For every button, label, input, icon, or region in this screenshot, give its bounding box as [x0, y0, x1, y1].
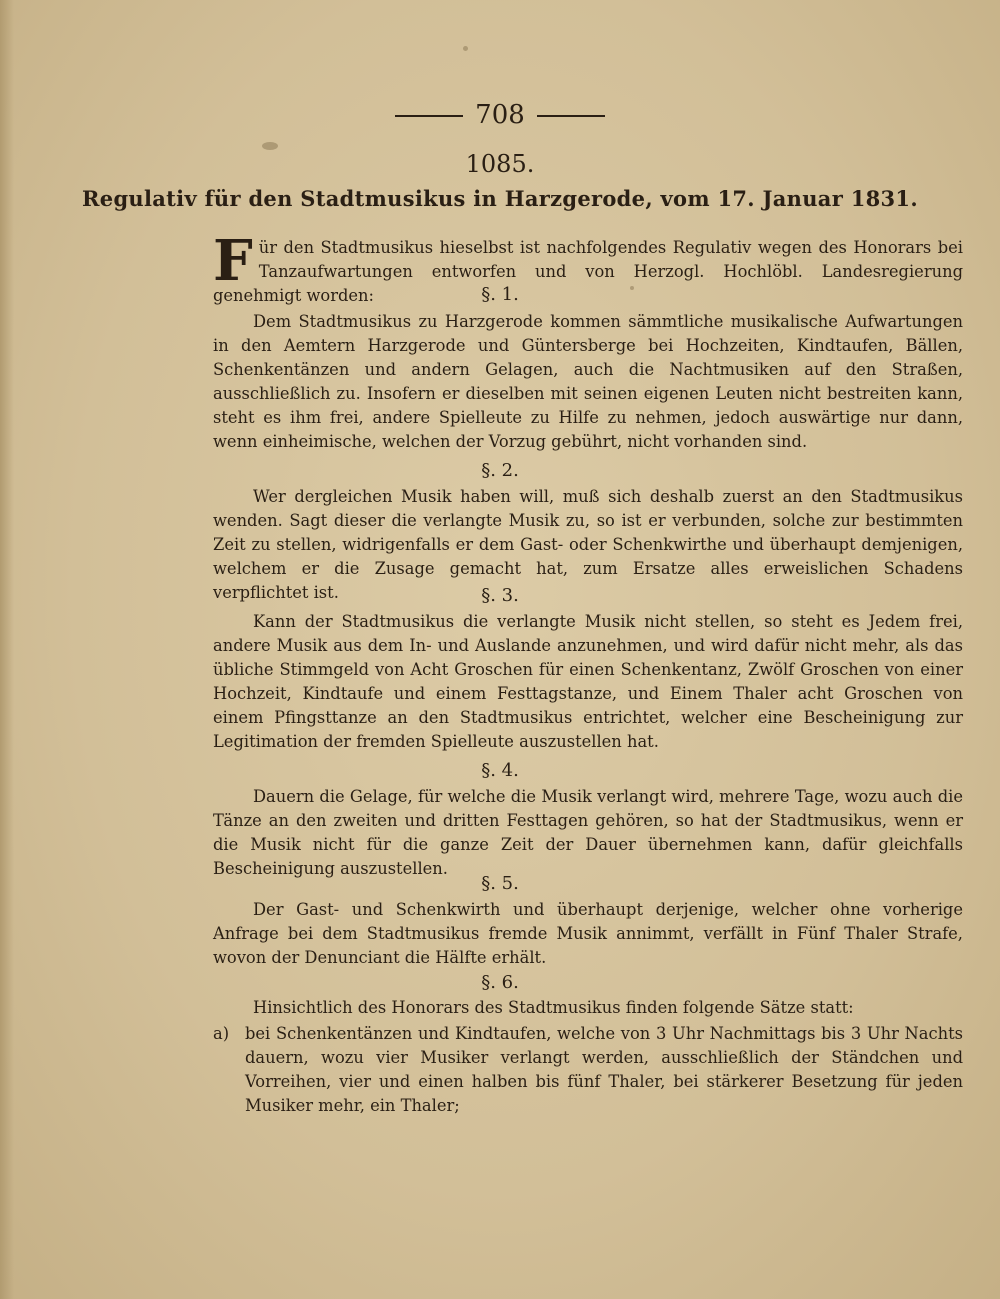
- header-rule-left: [395, 115, 463, 117]
- stain-mark: [630, 286, 634, 290]
- section-heading-3: §. 3.: [481, 585, 519, 606]
- section-text-1: Dem Stadtmusikus zu Harzgerode kommen sämmtliche musikalische Aufwartungen in den Aemtern Harzgerode und Güntersberge bei Hochzeiten, Kindtaufen, Bällen, Schenkentänzen und andern Gelagen, auch die Nachtmusiken auf den Straßen, ausschließlich zu. Insofern er dieselben mit seinen eigenen Leuten nicht bestreiten kann, steht es ihm frei, andere Spielleute zu Hilfe zu nehmen, jedoch auswärtige nur dann, wenn einheimische, welchen der Vorzug gebührt, nicht vorhanden sind.: [213, 312, 963, 451]
- list-item-text: bei Schenkentänzen und Kindtaufen, welche von 3 Uhr Nachmittags bis 3 Uhr Nachts dauern, wozu vier Musiker verlangt werden, ausschließlich der Ständchen und Vorreihen, vier und einen halben bis fünf Thaler, bei stärkerer Besetzung für jeden Musiker mehr, ein Thaler;: [245, 1024, 963, 1115]
- drop-cap: F: [213, 228, 253, 294]
- section-heading-1: §. 1.: [481, 284, 519, 305]
- stain-mark: [262, 142, 278, 150]
- page-header: [0, 100, 1000, 130]
- section-text-6: Hinsichtlich des Honorars des Stadtmusikus finden folgende Sätze statt:: [253, 998, 854, 1017]
- section-text-3: Kann der Stadtmusikus die verlangte Musik nicht stellen, so steht es Jedem frei, andere Musik aus dem In- und Auslande anzunehmen, und wird dafür nicht mehr, als das übliche Stimmgeld von Acht Groschen für einen Schenkentanz, Zwölf Groschen von einer Hochzeit, Kindtaufe und einem Festtagstanze, und Einem Thaler acht Groschen von einem Pfingsttanze an den Stadtmusikus entrichtet, welcher eine Bescheinigung zur Legitimation der fremden Spielleute auszustellen hat.: [213, 612, 963, 751]
- section-heading-2: §. 2.: [481, 460, 519, 481]
- document-number: 1085.: [465, 150, 535, 178]
- header-rule-right: [537, 115, 605, 117]
- stain-mark: [463, 46, 468, 51]
- section-text-5: Der Gast- und Schenkwirth und überhaupt derjenige, welcher ohne vorherige Anfrage bei dem Stadtmusikus fremde Musik annimmt, verfällt in Fünf Thaler Strafe, wovon der Denunciant die Hälfte erhält.: [213, 900, 963, 967]
- section-heading-4: §. 4.: [481, 760, 519, 781]
- document-title: Regulativ für den Stadtmusikus in Harzgerode, vom 17. Januar 1831.: [82, 186, 918, 211]
- section-text-4: Dauern die Gelage, für welche die Musik verlangt wird, mehrere Tage, wozu auch die Tänze an den zweiten und dritten Festtagen gehören, so hat der Stadtmusikus, wenn er die Musik nicht für die ganze Zeit der Dauer übernehmen kann, dafür gleichfalls Bescheinigung auszustellen.: [213, 787, 963, 878]
- list-item-a: [213, 1022, 963, 1118]
- section-heading-5: §. 5.: [481, 873, 519, 894]
- list-item-label: a): [213, 1024, 230, 1043]
- intro-text: ür den Stadtmusikus hieselbst ist nachfolgendes Regulativ wegen des Honorars bei Tanzaufwartungen entworfen und von Herzogl. Hochlöbl. Landesregierung genehmigt worden:: [213, 238, 963, 305]
- section-text-2: Wer dergleichen Musik haben will, muß sich deshalb zuerst an den Stadtmusikus wenden. Sagt dieser die verlangte Musik zu, so ist er verbunden, solche zur bestimmten Zeit zu stellen, widrigenfalls er dem Gast- oder Schenkwirthe und überhaupt demjenigen, welchem er die Zusage gemacht hat, zum Ersatze alles erweislichen Schadens verpflichtet ist.: [213, 487, 963, 602]
- page-number: 708: [475, 100, 525, 130]
- section-heading-6: §. 6.: [481, 972, 519, 993]
